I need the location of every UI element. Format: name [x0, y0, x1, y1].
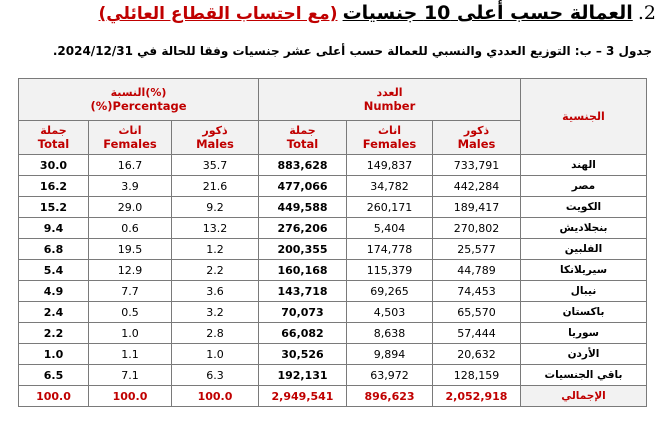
table-row: [19, 176, 647, 197]
pct-females-cell: 19.5: [89, 239, 172, 260]
num-males-cell: 74,453: [433, 281, 521, 302]
pct-males-cell: 6.3: [172, 365, 259, 386]
table-row: [19, 323, 647, 344]
country-cell: سيريلانكا: [521, 260, 647, 281]
num-females-cell: 9,894: [347, 344, 433, 365]
country-cell: بنجلاديش: [521, 218, 647, 239]
pct-males-cell: 1.2: [172, 239, 259, 260]
pct-females-cell: 0.5: [89, 302, 172, 323]
table-row: [19, 281, 647, 302]
pct-total-cell: 16.2: [19, 176, 89, 197]
num-females-cell: 896,623: [347, 386, 433, 407]
num-females-cell: 174,778: [347, 239, 433, 260]
num-females-cell: 149,837: [347, 155, 433, 176]
pct-males-cell: 9.2: [172, 197, 259, 218]
section-number: 2.: [637, 2, 656, 24]
num-total-header: جملة Total: [259, 121, 347, 155]
num-females-cell: 69,265: [347, 281, 433, 302]
num-males-cell: 270,802: [433, 218, 521, 239]
num-total-cell: 66,082: [259, 323, 347, 344]
pct-males-cell: 2.8: [172, 323, 259, 344]
num-males-cell: 20,632: [433, 344, 521, 365]
pct-total-cell: 2.2: [19, 323, 89, 344]
country-cell: نيبال: [521, 281, 647, 302]
num-total-cell: 160,168: [259, 260, 347, 281]
num-total-cell: 200,355: [259, 239, 347, 260]
pct-males-cell: 21.6: [172, 176, 259, 197]
num-total-cell: 477,066: [259, 176, 347, 197]
num-total-cell: 883,628: [259, 155, 347, 176]
percentage-group-header: النسبة(%) (%)Percentage: [19, 79, 259, 121]
num-males-cell: 733,791: [433, 155, 521, 176]
pct-females-cell: 7.1: [89, 365, 172, 386]
pct-females-cell: 1.1: [89, 344, 172, 365]
table-row: [19, 197, 647, 218]
num-total-cell: 143,718: [259, 281, 347, 302]
pct-total-header: جملة Total: [19, 121, 89, 155]
table-row: [19, 218, 647, 239]
num-total-cell: 2,949,541: [259, 386, 347, 407]
pct-females-cell: 16.7: [89, 155, 172, 176]
pct-males-cell: 2.2: [172, 260, 259, 281]
pct-total-cell: 15.2: [19, 197, 89, 218]
table-row: [19, 344, 647, 365]
num-males-cell: 65,570: [433, 302, 521, 323]
section-title: العمالة حسب أعلى 10 جنسيات: [342, 2, 633, 24]
nationality-header: الجنسية: [521, 79, 647, 155]
num-males-cell: 44,789: [433, 260, 521, 281]
num-females-cell: 4,503: [347, 302, 433, 323]
num-males-cell: 25,577: [433, 239, 521, 260]
pct-females-cell: 1.0: [89, 323, 172, 344]
pct-males-cell: 3.2: [172, 302, 259, 323]
num-males-cell: 57,444: [433, 323, 521, 344]
country-cell: باكستان: [521, 302, 647, 323]
pct-males-cell: 3.6: [172, 281, 259, 302]
pct-total-cell: 2.4: [19, 302, 89, 323]
pct-females-header: اناث Females: [89, 121, 172, 155]
pct-males-cell: 1.0: [172, 344, 259, 365]
pct-males-header: ذكور Males: [172, 121, 259, 155]
pct-total-cell: 9.4: [19, 218, 89, 239]
num-females-cell: 8,638: [347, 323, 433, 344]
country-cell: الفلبين: [521, 239, 647, 260]
pct-females-cell: 7.7: [89, 281, 172, 302]
pct-total-cell: 6.5: [19, 365, 89, 386]
pct-total-cell: 4.9: [19, 281, 89, 302]
num-females-header: اناث Females: [347, 121, 433, 155]
section-heading: [6, 2, 656, 36]
pct-females-cell: 12.9: [89, 260, 172, 281]
num-males-cell: 2,052,918: [433, 386, 521, 407]
num-females-cell: 63,972: [347, 365, 433, 386]
country-cell: الأردن: [521, 344, 647, 365]
table-row: [19, 239, 647, 260]
num-total-cell: 30,526: [259, 344, 347, 365]
table-row: [19, 365, 647, 386]
country-cell: الهند: [521, 155, 647, 176]
pct-females-cell: 3.9: [89, 176, 172, 197]
num-total-cell: 192,131: [259, 365, 347, 386]
num-males-cell: 128,159: [433, 365, 521, 386]
num-total-cell: 449,588: [259, 197, 347, 218]
pct-total-cell: 5.4: [19, 260, 89, 281]
pct-total-cell: 6.8: [19, 239, 89, 260]
table-row: [19, 155, 647, 176]
table-row: [19, 302, 647, 323]
num-females-cell: 260,171: [347, 197, 433, 218]
nationality-table: [18, 78, 647, 407]
pct-total-cell: 100.0: [19, 386, 89, 407]
num-females-cell: 5,404: [347, 218, 433, 239]
pct-females-cell: 100.0: [89, 386, 172, 407]
pct-females-cell: 29.0: [89, 197, 172, 218]
table-caption: جدول 3 – ب: التوزيع العددي والنسبي للعمالة حسب أعلى عشر جنسيات وفقا للحالة في 2024/12/31.: [52, 44, 652, 58]
country-cell: باقي الجنسيات: [521, 365, 647, 386]
country-cell: الكويت: [521, 197, 647, 218]
country-cell: مصر: [521, 176, 647, 197]
total-row: [19, 386, 647, 407]
pct-total-cell: 1.0: [19, 344, 89, 365]
num-total-cell: 70,073: [259, 302, 347, 323]
country-cell: سوريا: [521, 323, 647, 344]
num-males-header: ذكور Males: [433, 121, 521, 155]
num-total-cell: 276,206: [259, 218, 347, 239]
num-males-cell: 442,284: [433, 176, 521, 197]
pct-total-cell: 30.0: [19, 155, 89, 176]
num-females-cell: 34,782: [347, 176, 433, 197]
pct-females-cell: 0.6: [89, 218, 172, 239]
section-subtitle: (مع احتساب القطاع العائلي): [98, 4, 338, 24]
country-cell: الإجمالي: [521, 386, 647, 407]
num-females-cell: 115,379: [347, 260, 433, 281]
number-group-header: العدد Number: [259, 79, 521, 121]
pct-males-cell: 13.2: [172, 218, 259, 239]
table-row: [19, 260, 647, 281]
pct-males-cell: 100.0: [172, 386, 259, 407]
pct-males-cell: 35.7: [172, 155, 259, 176]
num-males-cell: 189,417: [433, 197, 521, 218]
